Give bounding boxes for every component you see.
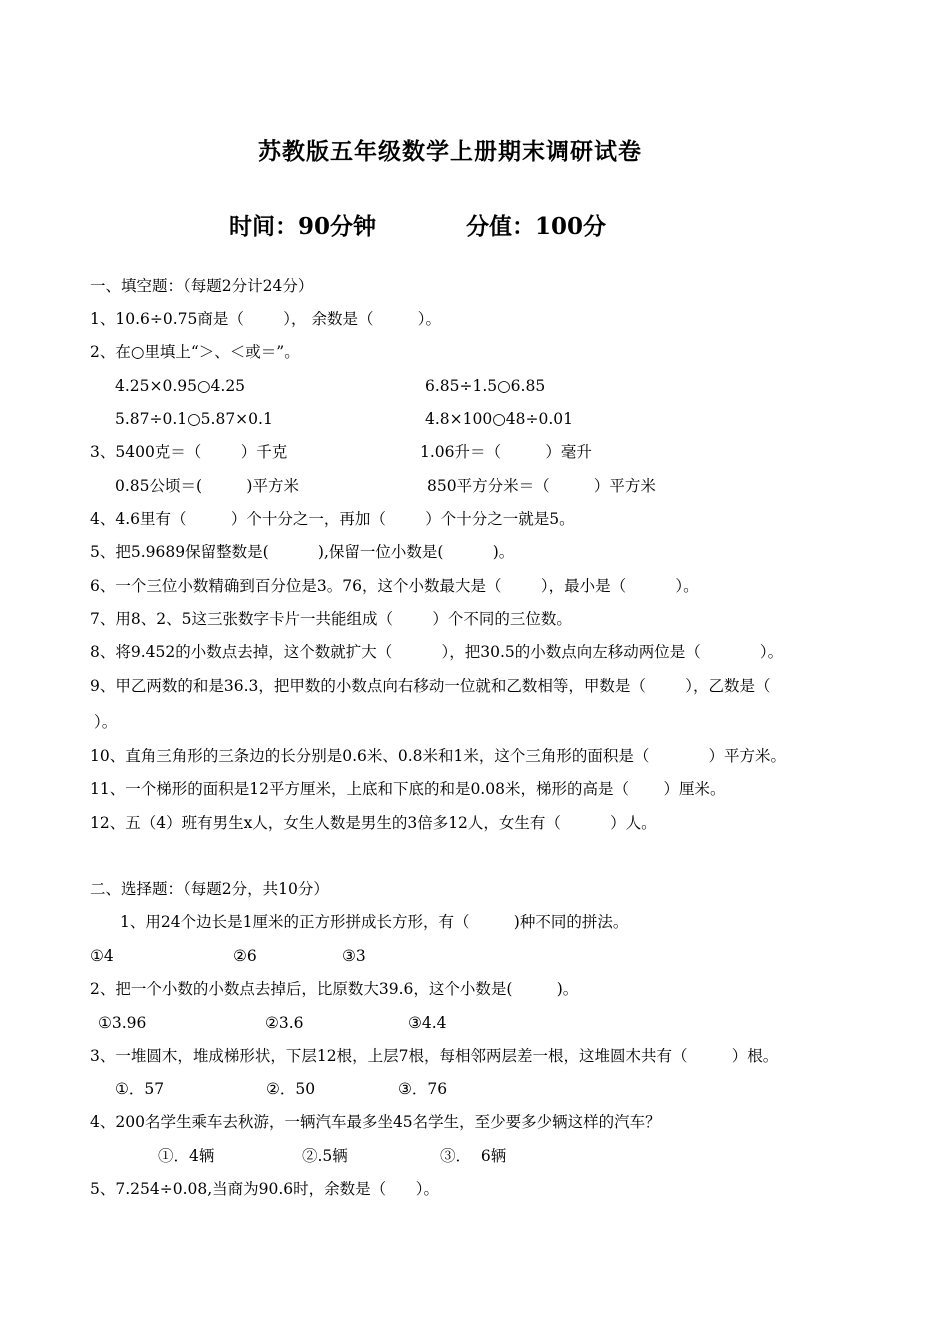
question-1-9: 9、甲乙两数的和是36.3，把甲数的小数点向右移动一位就和乙数相等，甲数是（ ），乙数是（ <box>90 677 771 695</box>
question-2-3-option-1: ①．57 <box>115 1080 165 1098</box>
question-1-11: 11、一个梯形的面积是12平方厘米，上底和下底的和是0.08米，梯形的高是（ ）厘米。 <box>90 780 726 798</box>
exam-time: 时间：90分钟 <box>229 213 377 240</box>
question-2-4-option-2: ②.5辆 <box>302 1147 348 1165</box>
question-1-8: 8、将9.452的小数点去掉，这个数就扩大（ ），把30.5的小数点向左移动两位是（ ）。 <box>90 643 784 661</box>
section1-heading: 一、填空题：（每题2分计24分） <box>90 277 314 295</box>
question-1-10: 10、直角三角形的三条边的长分别是0.6米、0.8米和1米，这个三角形的面积是（ ）平方米。 <box>90 747 787 765</box>
question-1-3b: 1.06升＝（ ）毫升 <box>420 443 592 461</box>
question-2-1: 1、用24个边长是1厘米的正方形拼成长方形，有（ )种不同的拼法。 <box>120 913 629 931</box>
question-2-5: 5、7.254÷0.08,当商为90.6时，余数是（ ）。 <box>90 1180 439 1198</box>
question-1-9-cont: ）。 <box>94 713 118 731</box>
question-2-1-option-2: ②6 <box>233 947 257 965</box>
question-1-7: 7、用8、2、5这三张数字卡片一共能组成（ ）个不同的三位数。 <box>90 610 572 628</box>
question-1-2d: 4.8×100○48÷0.01 <box>425 410 573 428</box>
question-2-3-option-2: ②．50 <box>266 1080 316 1098</box>
question-2-3: 3、一堆圆木，堆成梯形状，下层12根，上层7根，每相邻两层差一根，这堆圆木共有（ ）根。 <box>90 1047 779 1065</box>
question-1-2b: 6.85÷1.5○6.85 <box>425 377 546 395</box>
question-1-1: 1、10.6÷0.75商是（ ）， 余数是（ ）。 <box>90 310 442 328</box>
question-1-3c: 0.85公顷＝( )平方米 <box>115 477 299 495</box>
question-1-2c: 5.87÷0.1○5.87×0.1 <box>115 410 273 428</box>
question-2-4: 4、200名学生乘车去秋游，一辆汽车最多坐45名学生，至少要多少辆这样的汽车？ <box>90 1113 661 1131</box>
question-1-6: 6、一个三位小数精确到百分位是3。76，这个小数最大是（ ），最小是（ ）。 <box>90 577 699 595</box>
question-2-1-option-3: ③3 <box>342 947 366 965</box>
question-1-5: 5、把5.9689保留整数是( ),保留一位小数是( )。 <box>90 543 515 561</box>
question-1-3d: 850平方分米＝（ ）平方米 <box>427 477 656 495</box>
exam-score: 分值：100分 <box>466 213 607 240</box>
question-2-1-option-1: ①4 <box>90 947 114 965</box>
question-2-2-option-2: ②3.6 <box>265 1014 304 1032</box>
section2-heading: 二、选择题：（每题2分，共10分） <box>90 880 329 898</box>
question-2-3-option-3: ③．76 <box>398 1080 448 1098</box>
page-title: 苏教版五年级数学上册期末调研试卷 <box>258 138 642 165</box>
question-2-2-option-3: ③4.4 <box>408 1014 447 1032</box>
question-2-4-option-3: ③． 6辆 <box>440 1147 507 1165</box>
question-2-4-option-1: ①．4辆 <box>158 1147 215 1165</box>
question-2-2: 2、把一个小数的小数点去掉后，比原数大39.6，这个小数是( )。 <box>90 980 579 998</box>
question-2-2-option-1: ①3.96 <box>98 1014 147 1032</box>
question-1-3a: 3、5400克＝（ ）千克 <box>90 443 288 461</box>
question-1-4: 4、4.6里有（ ）个十分之一，再加（ ）个十分之一就是5。 <box>90 510 575 528</box>
question-1-2: 2、在○里填上“＞、＜或＝”。 <box>90 343 300 361</box>
question-1-2a: 4.25×0.95○4.25 <box>115 377 246 395</box>
question-1-12: 12、五（4）班有男生x人，女生人数是男生的3倍多12人，女生有（ ）人。 <box>90 814 657 832</box>
